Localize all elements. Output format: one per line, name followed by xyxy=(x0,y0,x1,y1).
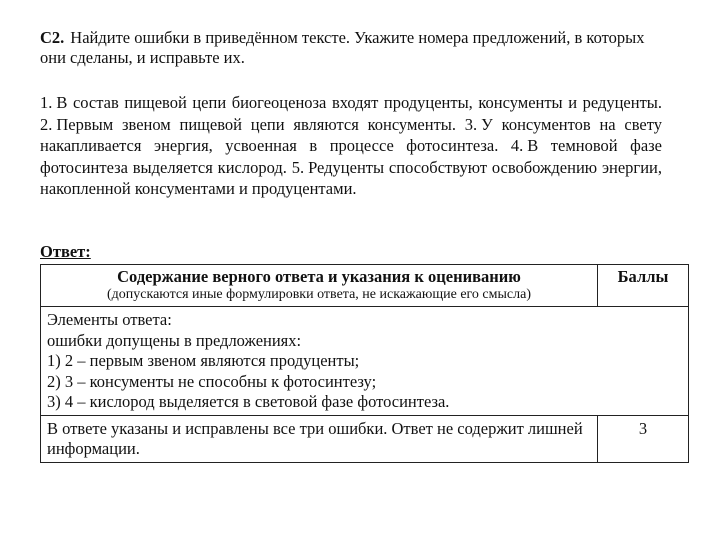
list-item: 1) 2 – первым звеном являются продуценты; xyxy=(47,351,360,370)
sentence-text: В состав пищевой цепи биогеоценоза входят продуценты, консументы и редуценты. xyxy=(56,93,662,112)
sentence-text: У консументов на свету накапливается энергия, усвоенная в процессе фотосинтеза. xyxy=(40,114,662,155)
sentence-number: 2. xyxy=(40,114,53,134)
sentence-number: 1. xyxy=(40,93,53,112)
table-header-row xyxy=(41,265,689,307)
header-main-text: Содержание верного ответа и указания к оцениванию xyxy=(117,267,521,286)
header-score: Баллы xyxy=(598,265,689,307)
list-item: ошибки допущены в предложениях: xyxy=(47,330,302,350)
task-text: Найдите ошибки в приведённом тексте. Укажите номера предложений, в которых они сделаны, и исправьте их. xyxy=(40,28,645,67)
sentence-number: 3. xyxy=(464,114,478,134)
task-statement xyxy=(40,28,662,68)
criterion-text: В ответе указаны и исправлены все три ошибки. Ответ не содержит лишней информации. xyxy=(41,415,598,462)
sentence-2 xyxy=(40,115,456,134)
list-item: Элементы ответа: xyxy=(47,310,172,329)
answer-table xyxy=(40,264,689,463)
sentence-text: Первым звеном пищевой цепи являются консументы. xyxy=(56,114,456,134)
table-row xyxy=(41,415,689,462)
sentence-text: Редуценты способствуют освобождению энергии, накопленной консументами и продуцентами. xyxy=(40,157,662,198)
sentence-text: В темновой фазе фотосинтеза выделяется кислород. xyxy=(40,136,662,177)
sentence-1 xyxy=(40,93,662,112)
sentence-number: 5. xyxy=(291,157,305,177)
criterion-score: 3 xyxy=(598,415,689,462)
header-sub-text: (допускаются иные формулировки ответа, не искажающие его смысла) xyxy=(107,287,531,302)
list-item: 2) 3 – консументы не способны к фотосинтезу; xyxy=(47,371,377,391)
table-row xyxy=(41,307,689,416)
header-content xyxy=(41,265,598,307)
list-item: 3) 4 – кислород выделяется в световой фазе фотосинтеза. xyxy=(47,392,450,411)
passage xyxy=(40,92,662,200)
sentence-number: 4. xyxy=(510,136,524,155)
answer-elements xyxy=(41,307,689,416)
task-number: С2. xyxy=(40,28,65,47)
answer-label: Ответ: xyxy=(40,242,91,261)
